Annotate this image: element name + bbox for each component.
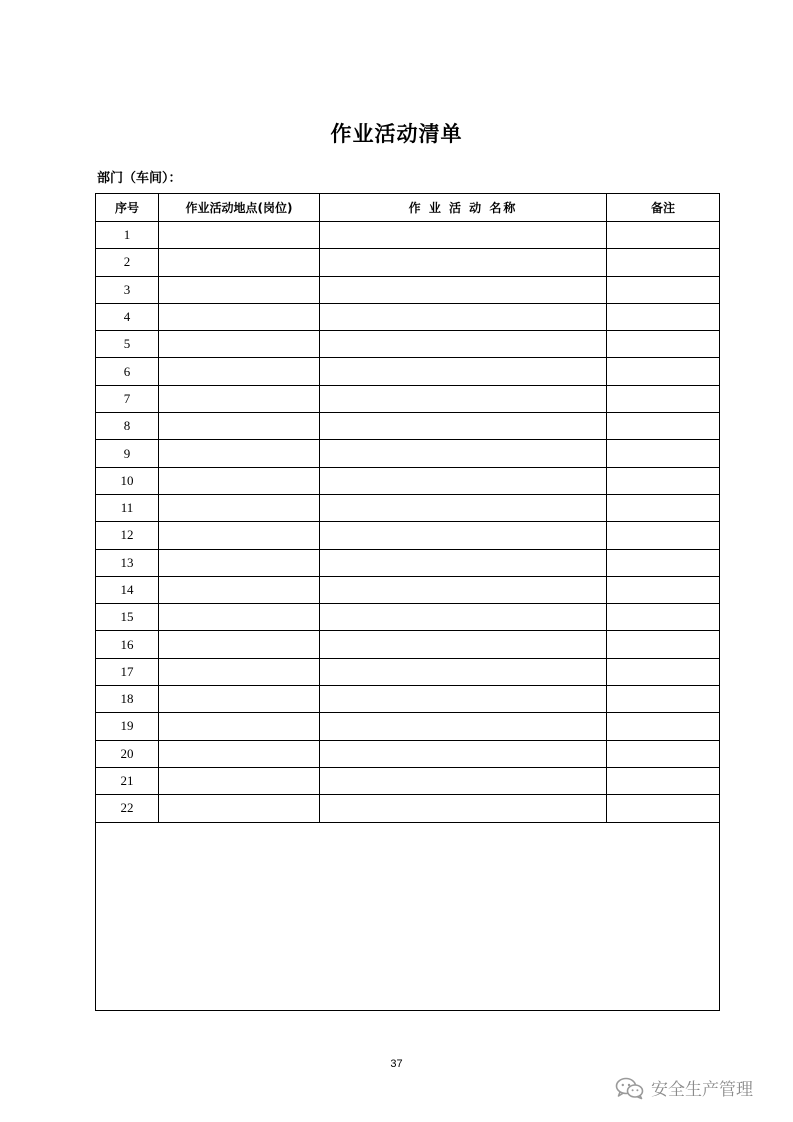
activity-name-cell[interactable] — [320, 522, 607, 549]
location-cell[interactable] — [159, 222, 320, 249]
location-cell[interactable] — [159, 713, 320, 740]
location-cell[interactable] — [159, 385, 320, 412]
row-number-cell: 21 — [96, 767, 159, 794]
watermark-text: 安全生产管理 — [651, 1080, 753, 1100]
table-row — [96, 522, 720, 549]
remark-cell[interactable] — [607, 576, 720, 603]
table-row — [96, 767, 720, 794]
row-number-cell: 2 — [96, 249, 159, 276]
activity-name-cell[interactable] — [320, 467, 607, 494]
remark-cell[interactable] — [607, 276, 720, 303]
remark-cell[interactable] — [607, 767, 720, 794]
table-row — [96, 686, 720, 713]
activity-name-cell[interactable] — [320, 713, 607, 740]
department-label: 部门（车间）： — [97, 171, 182, 186]
table-row — [96, 413, 720, 440]
remark-cell[interactable] — [607, 222, 720, 249]
location-cell[interactable] — [159, 331, 320, 358]
table-row — [96, 249, 720, 276]
row-number-cell: 3 — [96, 276, 159, 303]
row-number-cell: 4 — [96, 303, 159, 330]
activity-name-cell[interactable] — [320, 740, 607, 767]
activity-name-cell[interactable] — [320, 331, 607, 358]
notes-cell[interactable] — [96, 822, 720, 1010]
table-row — [96, 795, 720, 822]
table-row — [96, 631, 720, 658]
activity-name-cell[interactable] — [320, 576, 607, 603]
row-number-cell: 8 — [96, 413, 159, 440]
activity-name-cell[interactable] — [320, 385, 607, 412]
activity-name-cell[interactable] — [320, 413, 607, 440]
table-row — [96, 576, 720, 603]
remark-cell[interactable] — [607, 549, 720, 576]
table-row — [96, 276, 720, 303]
table-header-row — [96, 194, 720, 222]
remark-cell[interactable] — [607, 494, 720, 521]
activity-name-cell[interactable] — [320, 767, 607, 794]
remark-cell[interactable] — [607, 740, 720, 767]
activity-name-cell[interactable] — [320, 795, 607, 822]
row-number-cell: 9 — [96, 440, 159, 467]
remark-cell[interactable] — [607, 604, 720, 631]
location-cell[interactable] — [159, 303, 320, 330]
table-row — [96, 385, 720, 412]
row-number-cell: 17 — [96, 658, 159, 685]
table-body — [96, 222, 720, 823]
remark-cell[interactable] — [607, 713, 720, 740]
row-number-cell: 19 — [96, 713, 159, 740]
wechat-icon — [615, 1076, 645, 1100]
activity-name-cell[interactable] — [320, 604, 607, 631]
location-cell[interactable] — [159, 440, 320, 467]
remark-cell[interactable] — [607, 331, 720, 358]
row-number-cell: 16 — [96, 631, 159, 658]
activity-name-cell[interactable] — [320, 549, 607, 576]
table-row — [96, 467, 720, 494]
row-number-cell: 5 — [96, 331, 159, 358]
activity-name-cell[interactable] — [320, 440, 607, 467]
location-cell[interactable] — [159, 276, 320, 303]
activity-name-cell[interactable] — [320, 303, 607, 330]
table-row — [96, 658, 720, 685]
header-serial-number: 序号 — [96, 194, 159, 222]
row-number-cell: 7 — [96, 385, 159, 412]
remark-cell[interactable] — [607, 413, 720, 440]
location-cell[interactable] — [159, 658, 320, 685]
location-cell[interactable] — [159, 549, 320, 576]
row-number-cell: 14 — [96, 576, 159, 603]
activity-name-cell[interactable] — [320, 631, 607, 658]
location-cell[interactable] — [159, 686, 320, 713]
header-activity-name: 作 业 活 动 名称 — [320, 194, 607, 222]
table-row — [96, 549, 720, 576]
location-cell[interactable] — [159, 358, 320, 385]
table-row — [96, 331, 720, 358]
location-cell[interactable] — [159, 522, 320, 549]
row-number-cell: 12 — [96, 522, 159, 549]
row-number-cell: 18 — [96, 686, 159, 713]
location-cell[interactable] — [159, 795, 320, 822]
row-number-cell: 10 — [96, 467, 159, 494]
row-number-cell: 22 — [96, 795, 159, 822]
notes-row — [96, 822, 720, 1010]
remark-cell[interactable] — [607, 686, 720, 713]
table-row — [96, 358, 720, 385]
activity-table — [95, 193, 720, 1011]
remark-cell[interactable] — [607, 467, 720, 494]
remark-cell[interactable] — [607, 303, 720, 330]
activity-name-cell[interactable] — [320, 686, 607, 713]
activity-name-cell[interactable] — [320, 249, 607, 276]
table-row — [96, 604, 720, 631]
remark-cell[interactable] — [607, 631, 720, 658]
row-number-cell: 20 — [96, 740, 159, 767]
location-cell[interactable] — [159, 767, 320, 794]
table-row — [96, 303, 720, 330]
row-number-cell: 11 — [96, 494, 159, 521]
activity-name-cell[interactable] — [320, 494, 607, 521]
remark-cell[interactable] — [607, 522, 720, 549]
remark-cell[interactable] — [607, 658, 720, 685]
table-row — [96, 222, 720, 249]
page-number: 37 — [390, 1058, 403, 1070]
remark-cell[interactable] — [607, 358, 720, 385]
table-row — [96, 440, 720, 467]
activity-name-cell[interactable] — [320, 222, 607, 249]
watermark — [615, 1075, 753, 1100]
header-remark: 备注 — [607, 194, 720, 222]
location-cell[interactable] — [159, 740, 320, 767]
row-number-cell: 1 — [96, 222, 159, 249]
activity-name-cell[interactable] — [320, 658, 607, 685]
remark-cell[interactable] — [607, 249, 720, 276]
location-cell[interactable] — [159, 494, 320, 521]
row-number-cell: 6 — [96, 358, 159, 385]
location-cell[interactable] — [159, 249, 320, 276]
remark-cell[interactable] — [607, 385, 720, 412]
activity-name-cell[interactable] — [320, 276, 607, 303]
location-cell[interactable] — [159, 576, 320, 603]
remark-cell[interactable] — [607, 795, 720, 822]
location-cell[interactable] — [159, 604, 320, 631]
location-cell[interactable] — [159, 467, 320, 494]
row-number-cell: 15 — [96, 604, 159, 631]
table-row — [96, 713, 720, 740]
header-activity-location: 作业活动地点(岗位) — [159, 194, 320, 222]
activity-name-cell[interactable] — [320, 358, 607, 385]
location-cell[interactable] — [159, 631, 320, 658]
row-number-cell: 13 — [96, 549, 159, 576]
location-cell[interactable] — [159, 413, 320, 440]
page-title: 作业活动清单 — [330, 121, 463, 146]
table-row — [96, 494, 720, 521]
table-row — [96, 740, 720, 767]
remark-cell[interactable] — [607, 440, 720, 467]
